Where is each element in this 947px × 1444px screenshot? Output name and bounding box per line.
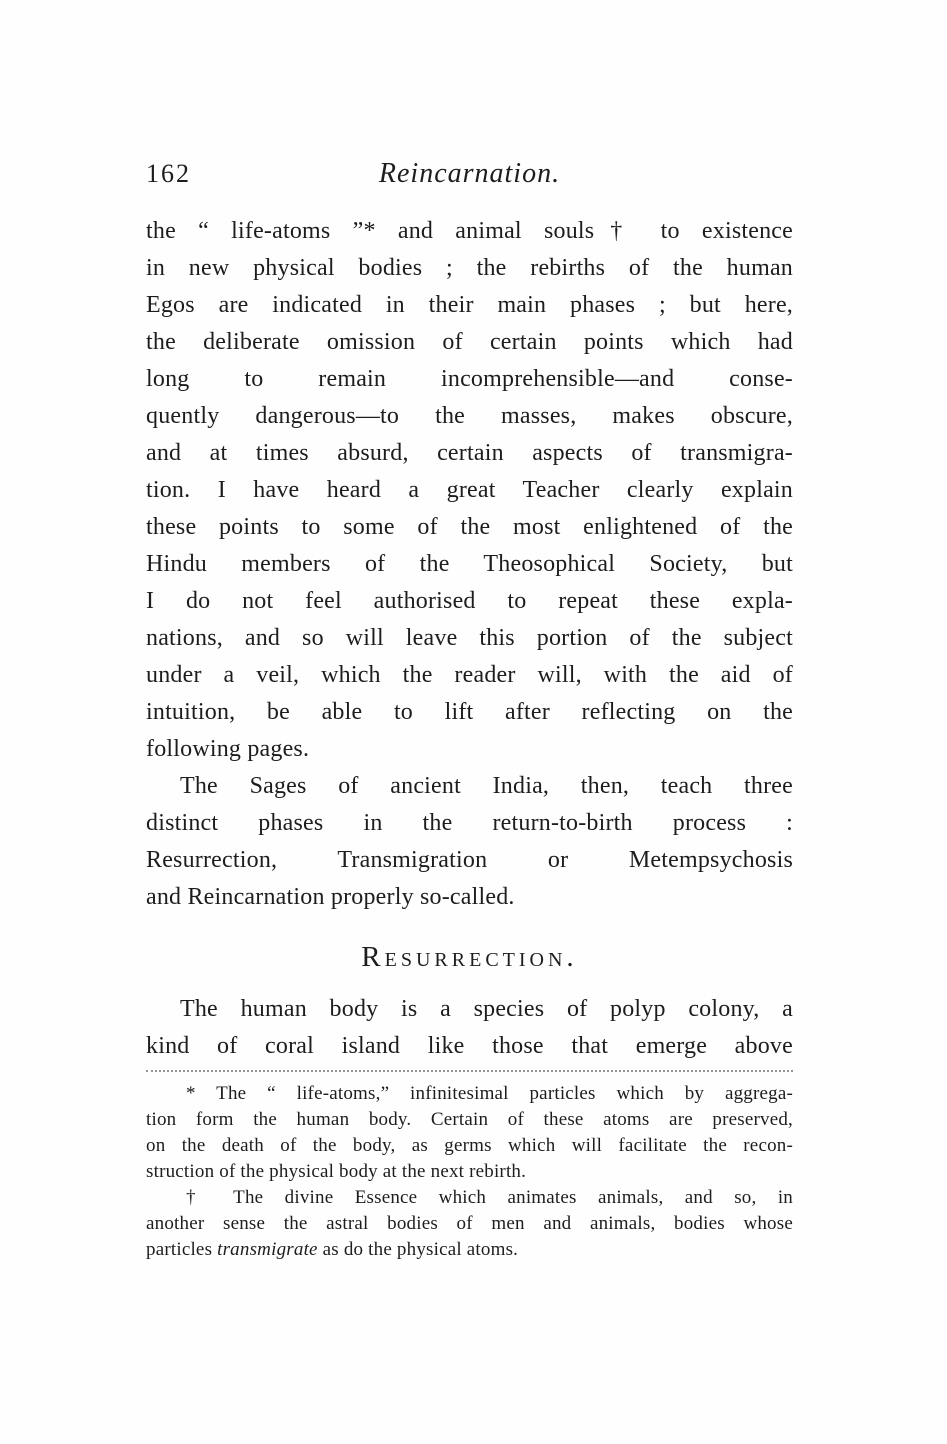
body-text [146,213,793,1065]
text-line: and at times absurd, certain aspects of transmigra- [146,440,793,466]
text-line: on the death of the body, as germs which will facilitate the recon- [146,1135,793,1156]
text-line: another sense the astral bodies of men and animals, bodies whose [146,1213,793,1234]
footnote-separator-rule [146,1070,793,1072]
text-line: the “ life-atoms ”* and animal souls† to existence [146,218,793,244]
paragraph-continued-from-previous-page [146,213,793,768]
footnote-text: as do the physical atoms. [317,1239,519,1260]
page-number: 162 [146,159,191,188]
footnote-text: particles [146,1239,218,1260]
text-line: I do not feel authorised to repeat these expla- [146,588,793,614]
text-line: quently dangerous—to the masses, makes obscure, [146,403,793,429]
text-line: and Reincarnation properly so-called. [146,884,515,910]
text-line: Egos are indicated in their main phases ; but here, [146,292,793,318]
text-line: distinct phases in the return-to-birth process : [146,810,793,836]
paragraph-human-body [146,991,793,1065]
text-line: long to remain incomprehensible—and conse- [146,366,793,392]
text-block [146,0,793,1263]
text-line: intuition, be able to lift after reflecting on the [146,699,793,725]
footnote-italic-word: transmigrate [217,1239,318,1260]
footnote-life-atoms [146,1081,793,1185]
text-line: tion form the human body. Certain of these atoms are preserved, [146,1109,793,1130]
paragraph-sages-of-india [146,768,793,916]
text-line: the deliberate omission of certain points which had [146,329,793,355]
running-head [146,158,793,194]
text-line: nations, and so will leave this portion of the subject [146,625,793,651]
text-line [146,1237,793,1263]
footnote-divine-essence [146,1185,793,1263]
text-line: kind of coral island like those that emerge above [146,1033,793,1059]
text-line: these points to some of the most enlightened of the [146,514,793,540]
text-line: struction of the physical body at the next rebirth. [146,1161,527,1182]
text-line: Resurrection, Transmigration or Metempsychosis [146,847,793,873]
text-line: tion. I have heard a great Teacher clearly explain [146,477,793,503]
text-line: following pages. [146,736,310,762]
section-heading-resurrection: Resurrection. [361,941,578,973]
running-title: Reincarnation. [378,158,561,189]
text-line: The human body is a species of polyp colony, a [180,996,793,1022]
text-line: The Sages of ancient India, then, teach three [180,773,793,799]
text-line: † The divine Essence which animates animals, and so, in [186,1187,793,1208]
footnotes [146,1081,793,1263]
text-line: * The “ life-atoms,” infinitesimal particles which by aggrega- [186,1083,793,1104]
text-line: Hindu members of the Theosophical Society, but [146,551,793,577]
text-line: under a veil, which the reader will, with the aid of [146,662,793,688]
text-line: in new physical bodies ; the rebirths of the human [146,255,793,281]
